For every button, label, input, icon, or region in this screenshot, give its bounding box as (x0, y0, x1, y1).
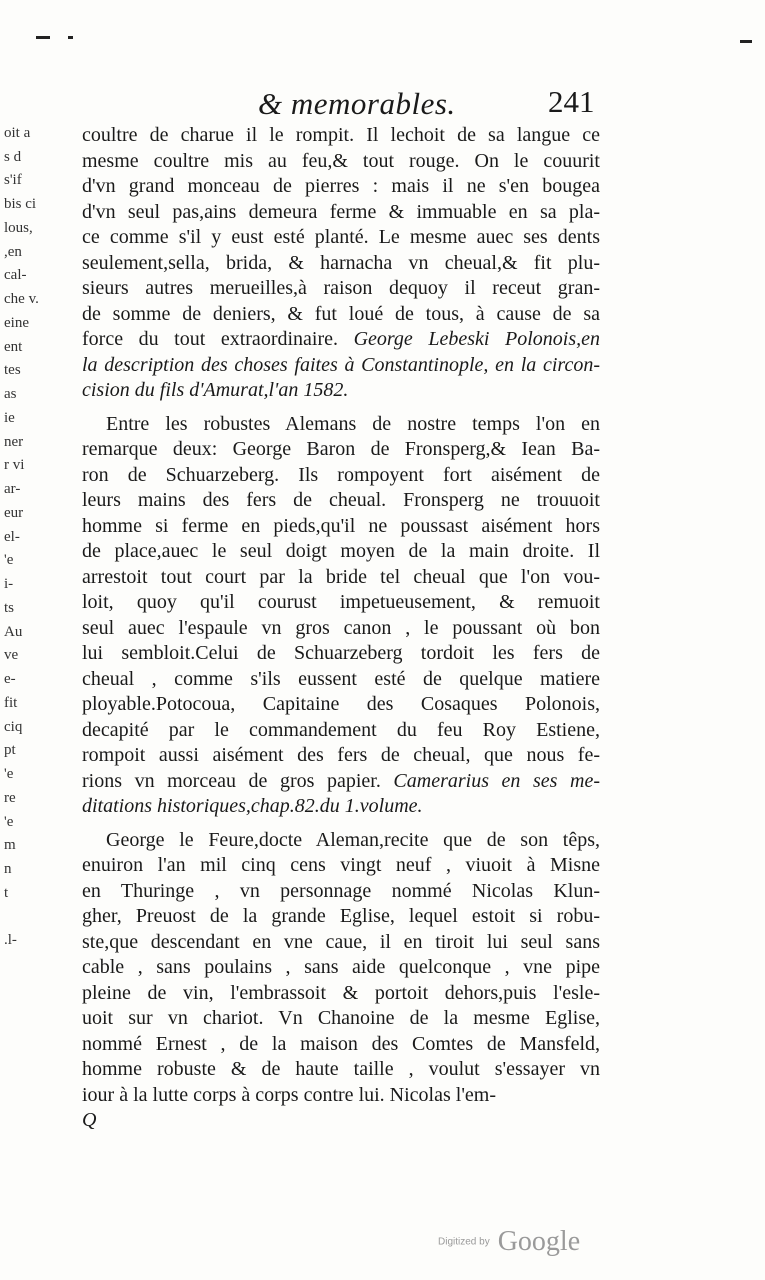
margin-fragment: ve (4, 647, 19, 663)
margin-fragment: fit (4, 695, 18, 711)
text-line: remarque deux: George Baron de Fronsperg,& Iean Ba- (82, 438, 600, 460)
margin-fragment: eine (4, 315, 29, 331)
margin-fragment: 'e (4, 766, 14, 782)
watermark-prefix: Digitized by (438, 1236, 490, 1248)
text-line: de somme de deniers, & fut loué de tous, à cause de sa (82, 302, 600, 325)
margin-fragment: e- (4, 671, 16, 687)
margin-fragment: lous, (4, 220, 33, 236)
margin-fragment: Au (4, 624, 23, 640)
margin-fragment: r vi (4, 457, 25, 473)
scan-mark (36, 36, 50, 39)
margin-fragment: tes (4, 362, 21, 378)
scan-mark (740, 40, 752, 43)
text-line: Entre les robustes Alemans de nostre temps l'on en (106, 412, 600, 435)
margin-fragment: as (4, 386, 17, 402)
margin-fragment: ent (4, 339, 23, 355)
margin-fragment: eur (4, 505, 24, 521)
margin-fragment: 'e (4, 552, 14, 568)
margin-fragment: bis ci (4, 196, 37, 212)
text-line: de place,auec le seul doigt moyen de la main droite. Il (82, 540, 600, 562)
text-line: decapité par le commandement du feu Roy Estiene, (82, 718, 600, 741)
margin-fragment: ar- (4, 481, 21, 497)
margin-fragment: re (4, 790, 16, 806)
margin-fragment: t (4, 885, 9, 901)
text-line: coultre de charue il le rompit. Il lechoit de sa langue ce (82, 124, 600, 146)
digitized-watermark (438, 1226, 580, 1258)
citation-line: la description des choses faites à Constantinople, en la circon- (82, 353, 600, 376)
margin-fragment: m (4, 837, 16, 853)
text-line: cheual , comme s'ils eussent esté de quelque matiere (82, 667, 600, 690)
margin-fragment: pt (4, 742, 16, 758)
text-line: seul auec l'espaule vn gros canon , le poussant où bon (82, 616, 600, 639)
margin-fragment: ,en (4, 244, 22, 260)
text-line: rompoit aussi aisément des fers de cheual, que nous fe- (82, 744, 600, 766)
text-line: sieurs autres merueilles,à raison dequoy il receut gran- (82, 277, 600, 299)
catchword: Q (82, 1109, 97, 1131)
margin-fragment: ner (4, 434, 24, 450)
text-line: pleine de vin, l'embrassoit & portoit dehors,puis l'esle- (82, 981, 600, 1004)
text-line: seulement,sella, brida, & harnacha vn cheual,& fit plu- (82, 251, 600, 274)
margin-fragment: ciq (4, 719, 23, 735)
text-line: rions vn morceau de gros papier. Camerarius en ses me- (82, 769, 600, 792)
google-logo: Google (497, 1226, 581, 1257)
margin-fragment: cal- (4, 267, 27, 283)
margin-fragment: oit a (4, 125, 31, 141)
text-line: ployable.Potocoua, Capitaine des Cosaques Polonois, (82, 693, 600, 715)
text-line: lui sembloit.Celui de Schuarzeberg tordoit les fers de (82, 642, 600, 664)
page-number: 241 (548, 84, 595, 119)
text-line: mesme coultre mis au feu,& tout rouge. On le couurit (82, 149, 600, 172)
text-line: uoit sur vn chariot. Vn Chanoine de la mesme Eglise, (82, 1007, 600, 1029)
running-title: & memorables. (258, 86, 456, 121)
margin-fragment: n (4, 861, 12, 877)
text-line: George le Feure,docte Aleman,recite que de son têps, (106, 828, 600, 851)
text-line: homme si ferme en pieds,qu'il ne poussast aisément hors (82, 514, 600, 537)
margin-fragment: 'e (4, 814, 14, 830)
margin-fragment: .l- (4, 932, 17, 948)
margin-fragment: s'if (4, 172, 22, 188)
citation-line: cision du fils d'Amurat,l'an 1582. (82, 379, 349, 401)
text-line: gher, Preuost de la grande Eglise, lequel estoit si robu- (82, 905, 600, 927)
margin-fragment: ts (4, 600, 15, 616)
text-line: ste,que descendant en vne caue, il en tiroit lui seul sans (82, 930, 600, 953)
text-line: ron de Schuarzeberg. Ils rompoyent fort aisément de (82, 463, 600, 486)
text-line: loit, quoy qu'il courust impetueusement, & remuoit (82, 591, 600, 613)
scan-mark (68, 36, 73, 39)
text-line: leurs mains des fers de cheual. Fronsperg ne trouuoit (82, 489, 600, 511)
text-line: nommé Ernest , de la maison des Comtes de Mansfeld, (82, 1032, 600, 1055)
text-line: en Thuringe , vn personnage nommé Nicolas Klun- (82, 879, 600, 902)
text-line: homme robuste & de haute taille , voulut s'essayer vn (82, 1058, 600, 1080)
margin-fragment: i- (4, 576, 14, 592)
text-line: enuiron l'an mil cinq cens vingt neuf , viuoit à Misne (82, 854, 600, 876)
text-line: d'vn grand monceau de pierres : mais il ne s'en bougea (82, 175, 600, 197)
text-line: arrestoit tout court par la bride tel cheual que l'on vou- (82, 565, 600, 588)
text-line: d'vn seul pas,ains demeura ferme & immuable en sa pla- (82, 200, 600, 223)
text-line: cable , sans poulains , sans aide quelconque , vne pipe (82, 956, 600, 978)
body-text (82, 123, 600, 1134)
margin-fragment: el- (4, 529, 20, 545)
citation-line: ditations historiques,chap.82.du 1.volume. (82, 795, 423, 817)
margin-fragment: s d (4, 149, 22, 165)
margin-fragment: che v. (4, 291, 39, 307)
text-line: ce comme s'il y eust esté planté. Le mesme auec ses dents (82, 226, 600, 248)
margin-fragment: ie (4, 410, 15, 426)
text-line: iour à la lutte corps à corps contre lui. Nicolas l'em- (82, 1083, 497, 1106)
text-line: force du tout extraordinaire. George Lebeski Polonois,en (82, 328, 600, 350)
